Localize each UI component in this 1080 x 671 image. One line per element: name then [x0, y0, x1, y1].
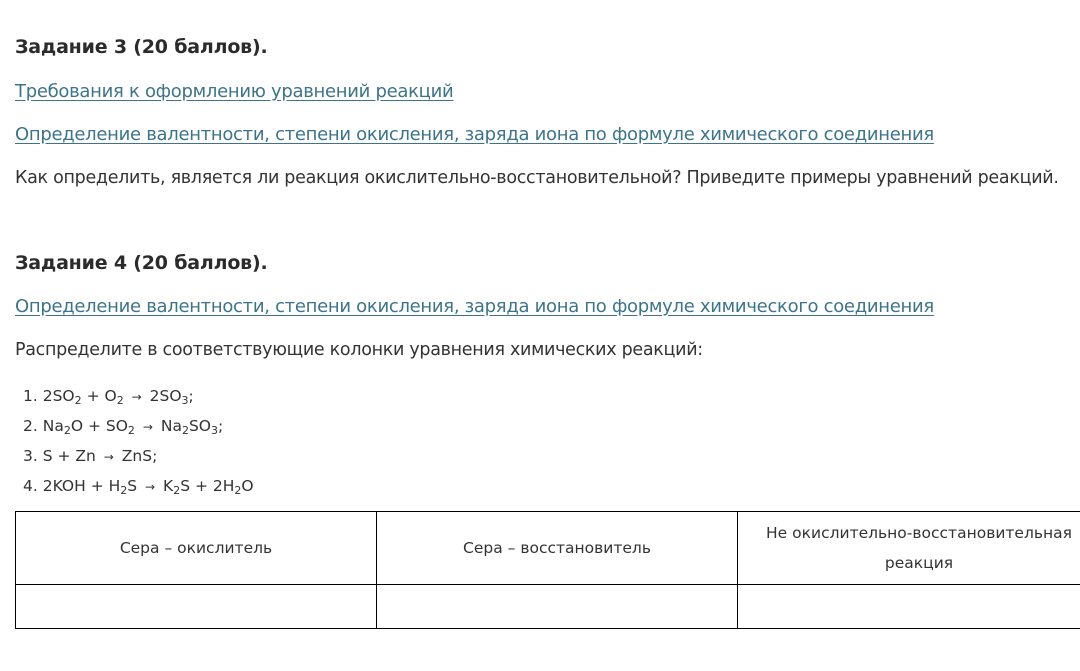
equation-item: 2. $Na_2O + SO_2 \to Na_2SO_3$;	[23, 417, 224, 437]
header-sulfur-oxidizer: Сера – окислитель	[16, 512, 377, 585]
answer-cell-non-redox[interactable]	[738, 585, 1080, 629]
header-sulfur-reducer: Сера – восстановитель	[377, 512, 738, 585]
arrow-icon: →	[145, 480, 156, 494]
table-row	[16, 585, 1080, 629]
answer-cell-oxidizer[interactable]	[16, 585, 377, 629]
task4-title: Задание 4 (20 баллов).	[15, 252, 268, 274]
equation-item: 3. S + Zn → ZnS;	[23, 447, 158, 465]
task3-title: Задание 3 (20 баллов).	[15, 36, 268, 58]
header-non-redox: Не окислительно-восстановительная реакция	[738, 512, 1080, 585]
table-header-row	[16, 512, 1080, 585]
task4-link-valence-definition[interactable]: Определение валентности, степени окисления, заряда иона по формуле химического соединения	[15, 296, 934, 317]
distribution-table	[15, 511, 1080, 629]
arrow-icon: →	[142, 420, 153, 434]
task3-question: Как определить, является ли реакция окислительно-восстановительной? Приведите примеры уравнений реакций.	[15, 168, 1059, 188]
arrow-icon: →	[103, 450, 114, 464]
task3-link-reaction-requirements[interactable]: Требования к оформлению уравнений реакций	[15, 81, 454, 102]
answer-cell-reducer[interactable]	[377, 585, 738, 629]
equation-item: 1. $2SO_2 + O_2 \to 2SO_3$;	[23, 387, 194, 407]
task3-link-valence-definition[interactable]: Определение валентности, степени окисления, заряда иона по формуле химического соединения	[15, 124, 934, 145]
task4-instruction: Распределите в соответствующие колонки уравнения химических реакций:	[15, 340, 703, 360]
equation-item: 4. $2KOH + H_2S \to K_2S + 2H_2O$	[23, 477, 254, 497]
equation-list	[23, 381, 254, 501]
arrow-icon: →	[131, 390, 142, 404]
